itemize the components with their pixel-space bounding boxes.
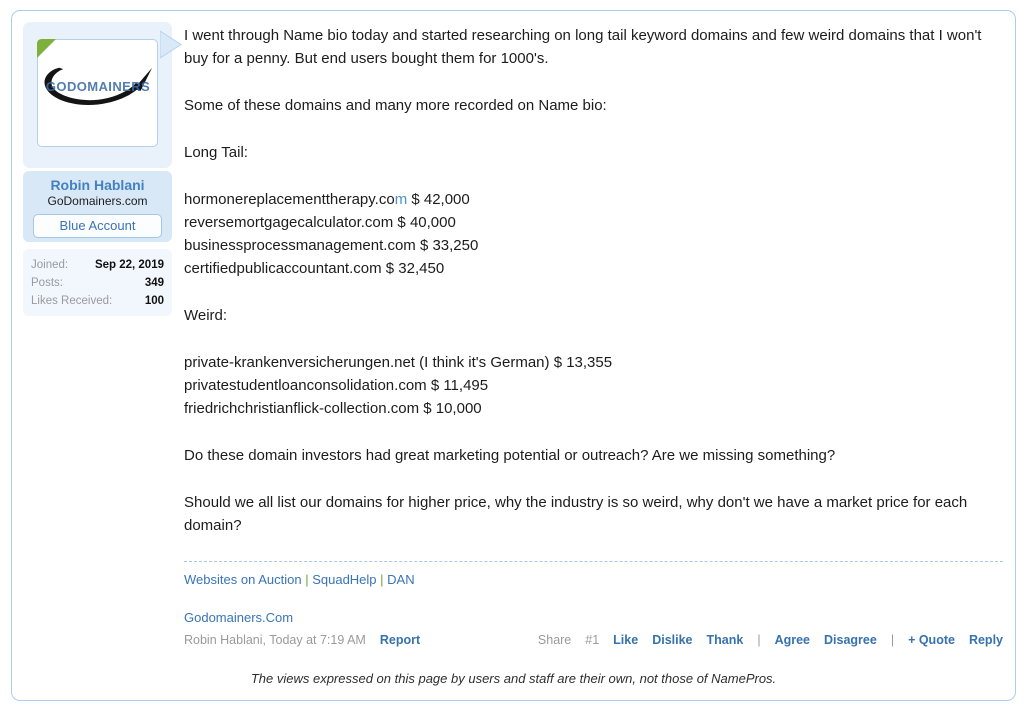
signature-link-auction[interactable]: Websites on Auction [184, 572, 302, 587]
domain-price: $ 42,000 [407, 191, 470, 208]
account-badge-button[interactable]: Blue Account [33, 214, 162, 238]
user-info-panel [23, 22, 172, 316]
share-link[interactable]: Share [537, 633, 572, 647]
post-body [184, 24, 1003, 629]
signature-link-godomainers[interactable]: Godomainers.Com [184, 610, 294, 625]
permalink[interactable]: #1 [585, 633, 600, 647]
username-link[interactable]: Robin Hablani [50, 177, 145, 193]
dislike-link[interactable]: Dislike [652, 633, 693, 647]
username-band [23, 171, 172, 242]
thank-link[interactable]: Thank [706, 633, 744, 647]
stat-row-likes [31, 292, 164, 310]
avatar-block [23, 22, 172, 168]
signature-separator [184, 561, 1003, 562]
weird-list [184, 351, 1003, 420]
stat-value: 100 [144, 295, 164, 307]
domain-line: certifiedpublicaccountant.com $ 32,450 [184, 260, 445, 277]
stat-row-joined [31, 256, 164, 274]
avatar[interactable] [37, 39, 158, 147]
paragraph: Should we all list our domains for higher price, why the industry is so weird, why don't we have a market price for each domain? [184, 494, 968, 534]
domain-line: reversemortgagecalculator.com $ 40,000 [184, 214, 456, 231]
stat-row-posts [31, 274, 164, 292]
signature-link-dan[interactable]: DAN [387, 572, 415, 587]
weird-heading: Weird: [184, 307, 228, 324]
signature-link-squadhelp[interactable]: SquadHelp [312, 572, 377, 587]
paragraph: Some of these domains and many more recorded on Name bio: [184, 97, 607, 114]
footer-pipe: | [890, 633, 895, 647]
stat-value: 349 [144, 277, 164, 289]
disagree-link[interactable]: Disagree [824, 633, 877, 647]
godomainers-logo [40, 60, 156, 118]
footer-actions [538, 633, 1003, 647]
paragraph: Do these domain investors had great marketing potential or outreach? Are we missing something? [184, 447, 836, 464]
footer-pipe: | [757, 633, 761, 647]
domain-line [184, 188, 1003, 211]
stat-value: Sep 22, 2019 [94, 259, 164, 271]
report-link[interactable]: Report [379, 633, 421, 647]
user-website: GoDomainers.com [47, 194, 148, 208]
signature-links [184, 570, 1003, 589]
online-indicator-icon [37, 39, 57, 59]
long-tail-list [184, 188, 1003, 280]
long-tail-heading: Long Tail: [184, 144, 248, 161]
domain-line: friedrichchristianflick-collection.com $ 10,000 [184, 400, 482, 417]
signature-block [184, 561, 1003, 629]
domain-line: privatestudentloanconsolidation.com $ 11,495 [184, 377, 489, 394]
site-disclaimer: The views expressed on this page by users and staff are their own, not those of NamePros. [250, 671, 777, 686]
user-stats-panel [23, 249, 172, 316]
reply-link[interactable]: Reply [968, 633, 1003, 647]
signature-pipe: | [380, 572, 384, 587]
domain-line: private-krankenversicherungen.net (I think it's German) $ 13,355 [184, 354, 613, 371]
domain-text-highlight: m [394, 191, 408, 208]
speech-bubble-arrow [160, 30, 183, 59]
agree-link[interactable]: Agree [774, 633, 810, 647]
stat-label: Joined: [31, 259, 69, 271]
like-link[interactable]: Like [613, 633, 639, 647]
post-byline-timestamp[interactable]: Robin Hablani, Today at 7:19 AM [184, 633, 366, 647]
forum-post-card [11, 10, 1016, 701]
quote-link[interactable]: + Quote [908, 633, 955, 647]
signature-pipe: | [305, 572, 309, 587]
svg-text:GODOMAINERS: GODOMAINERS [45, 78, 151, 94]
footer-meta [184, 633, 420, 647]
post-footer [184, 633, 1003, 647]
stat-label: Likes Received: [31, 295, 113, 307]
paragraph: I went through Name bio today and started researching on long tail keyword domains and few weird domains that I won't buy for a penny. But end users bought them for 1000's. [184, 27, 982, 67]
stat-label: Posts: [31, 277, 63, 289]
domain-line: businessprocessmanagement.com $ 33,250 [184, 237, 479, 254]
domain-text: hormonereplacementtherapy.co [184, 191, 395, 208]
